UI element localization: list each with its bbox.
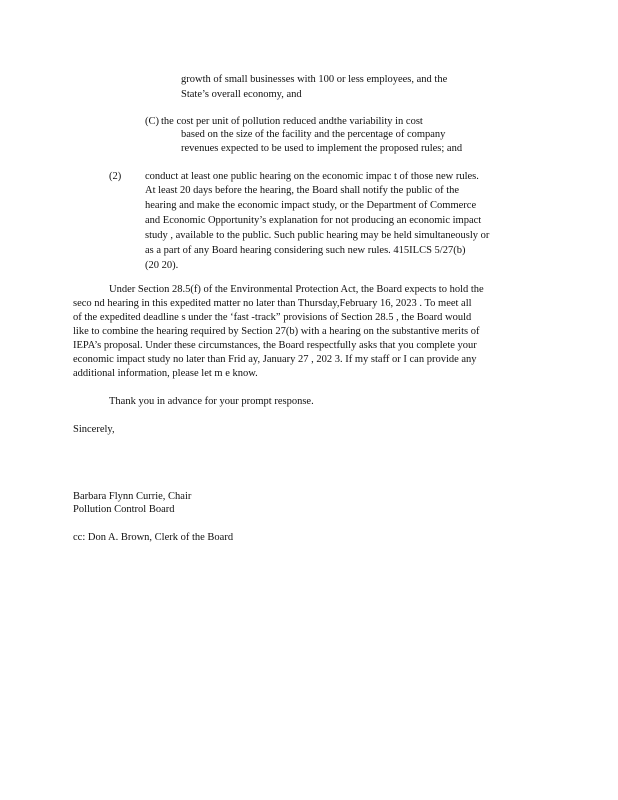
item-b-line: growth of small businesses with 100 or less employees, and the [181, 74, 448, 85]
item-2-line: conduct at least one public hearing on the economic impac t of those new rules. [145, 171, 479, 182]
body-paragraph-line: IEPA’s proposal. Under these circumstances, the Board respectfully asks that you complete your [73, 340, 477, 351]
signature-org: Pollution Control Board [73, 504, 175, 515]
item-c-label: (C) [145, 116, 159, 127]
body-paragraph-line: Under Section 28.5(f) of the Environmental Protection Act, the Board expects to hold the [109, 284, 484, 295]
body-paragraph-line: seco nd hearing in this expedited matter no later than Thursday,February 16, 2023 . To meet all [73, 298, 472, 309]
cc-line: cc: Don A. Brown, Clerk of the Board [73, 532, 234, 543]
closing: Sincerely, [73, 424, 115, 435]
item-2-line: and Economic Opportunity’s explanation for not producing an economic impact [145, 215, 482, 226]
item-2-line: hearing and make the economic impact study, or the Department of Commerce [145, 200, 477, 211]
item-c-line: revenues expected to be used to implement the proposed rules; and [181, 143, 463, 154]
item-2-line: (20 20). [145, 260, 179, 271]
item-2-line: At least 20 days before the hearing, the Board shall notify the public of the [145, 185, 460, 196]
body-paragraph-line: like to combine the hearing required by Section 27(b) with a hearing on the substantive merits of [73, 326, 480, 337]
thanks-line: Thank you in advance for your prompt response. [109, 396, 314, 407]
body-paragraph-line: economic impact study no later than Frid ay, January 27 , 202 3. If my staff or I can provide any [73, 354, 477, 365]
item-c-line: based on the size of the facility and the percentage of company [181, 129, 446, 140]
item-2-line: as a part of any Board hearing considering such new rules. 415ILCS 5/27(b) [145, 245, 466, 256]
body-paragraph-line: additional information, please let m e know. [73, 368, 258, 379]
item-c-line: the cost per unit of pollution reduced andthe variability in cost [161, 116, 423, 127]
item-2-label: (2) [109, 171, 122, 182]
item-b-line: State’s overall economy, and [181, 89, 302, 100]
body-paragraph-line: of the expedited deadline s under the ‘fast -track” provisions of Section 28.5 , the Board would [73, 312, 472, 323]
signature-name: Barbara Flynn Currie, Chair [73, 491, 192, 502]
item-2-line: study , available to the public. Such public hearing may be held simultaneously or [145, 230, 490, 241]
